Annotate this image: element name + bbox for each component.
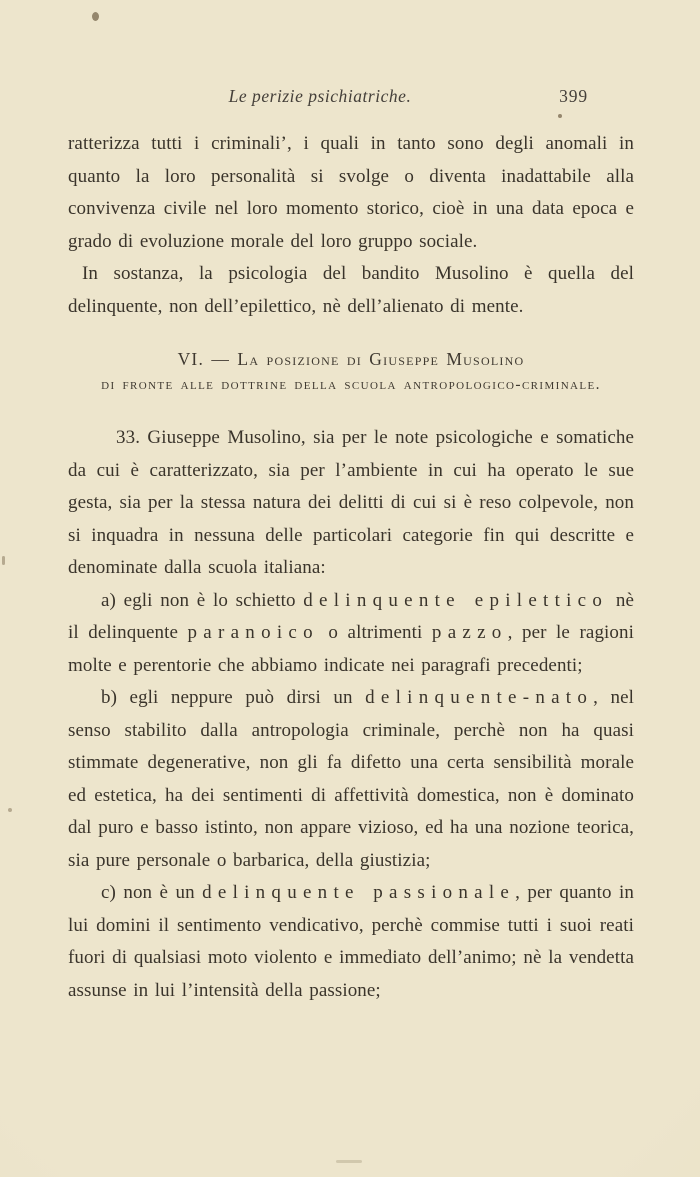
text-segment: c) non è un [101,882,203,903]
paragraph [68,877,634,1007]
paragraph [68,128,634,258]
text-segment: , per le ragioni molte e perentorie che abbiamo indicate nei paragrafi precedenti; [68,622,634,676]
paragraph [68,422,634,585]
paper-speckle [2,556,5,565]
paper-speckle [558,114,562,118]
emphasized-spaced-term: delinquente-nato [365,687,594,708]
page-number: 399 [559,86,588,106]
section-heading [68,346,634,397]
section-heading-line: VI. — La posizione di Giuseppe Musolino [177,349,525,369]
text-segment: , nel senso stabilito dalla antropologia criminale, perchè non ha quasi stimmate degenerative, non gli fa difetto una certa sensibilità morale ed estetica, ha dei sentimenti di affettività domestica, non è dominato dal puro e basso istinto, non appare vizioso, ed ha una nozione teorica, sia pure personale o barbarica, della giustizia; [68,687,634,871]
text-segment: , per quanto in lui domini il sentimento vendicativo, perchè commise tutti i suoi reati fuori di qualsiasi moto violento e immediato dell’animo; nè la vendetta assunse in lui l’intensità della passione; [68,882,635,1001]
paragraph [68,682,634,877]
running-title: Le perizie psichiatriche. [228,86,412,106]
text-segment: 33. Giuseppe Musolino, sia per le note psicologiche e somatiche da cui è caratterizzato, sia per l’ambiente in cui ha operato le sue gesta, sia per la stessa natura dei delitti di cui si è reso colpevole, non si inquadra in nessuna delle particolari categorie fin qui descritte e denominate dalla scuola italiana: [68,427,634,578]
text-segment: o altrimenti [318,622,432,643]
page-header [68,86,634,112]
paper-speckle [92,12,99,21]
paper-speckle [8,808,12,812]
text-segment: b) egli neppure può dirsi un [101,687,366,708]
paragraph [68,258,634,323]
text-segment: ratterizza tutti i criminali’, i quali in tanto sono degli anomali in quanto la loro personalità si svolge o diventa inadattabile alla convivenza civile nel loro momento storico, cioè in una data epoca e grado di evoluzione morale del loro gruppo sociale. [68,133,634,252]
text-segment: a) egli non è lo schietto [101,589,304,611]
emphasized-spaced-term: pazzo [431,622,508,643]
emphasized-spaced-term: paranoico [187,622,319,643]
emphasized-spaced-term: delinquente epilettico [303,589,609,611]
text-segment: In sostanza, la psicologia del bandito Musolino è quella del delinquente, non dell’epilettico, nè dell’alienato di mente. [68,263,634,317]
paragraph [68,585,634,683]
page-body [68,128,634,1007]
section-heading-line: di fronte alle dottrine della scuola antropologico-criminale. [101,376,601,393]
emphasized-spaced-term: delinquente passionale [202,882,516,903]
text-segment: nè il delinquente [68,589,634,643]
paper-speckle [336,1160,362,1163]
